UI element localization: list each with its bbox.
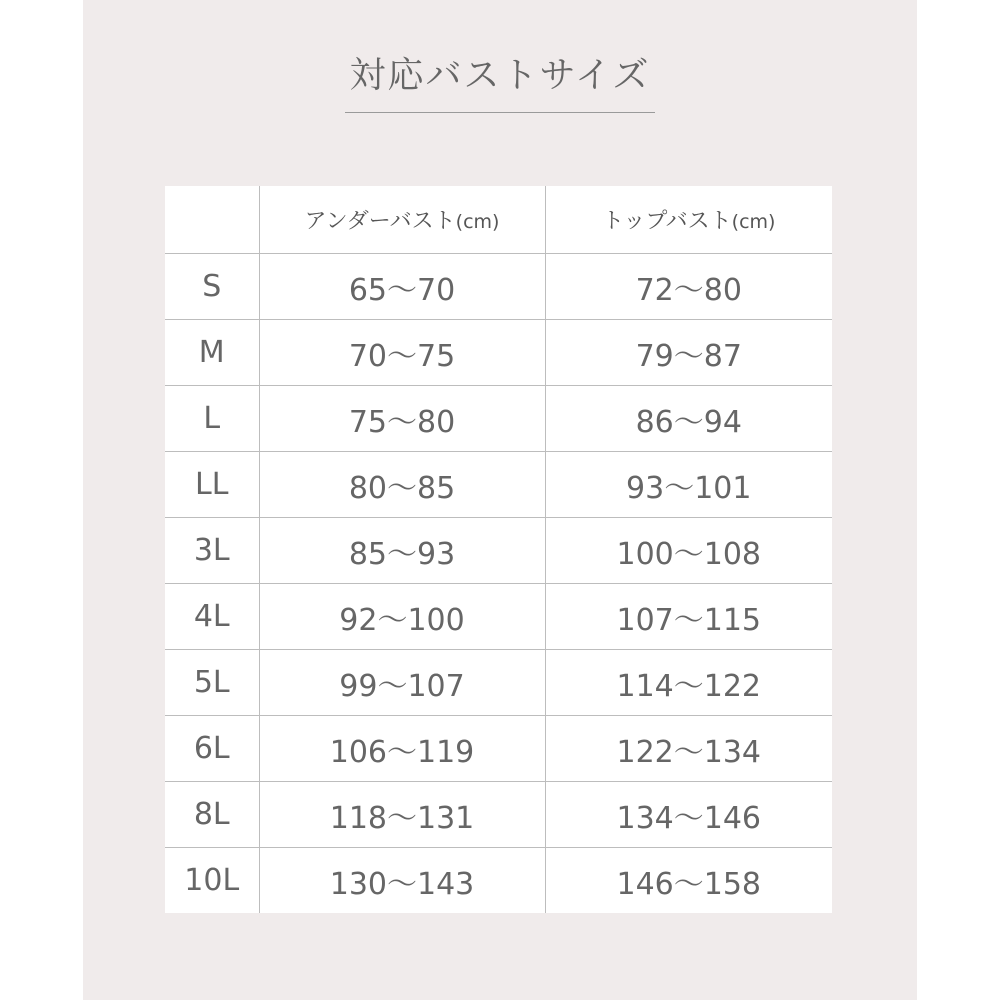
table-row: [165, 650, 832, 716]
top-bust-cell: 86〜94: [545, 386, 832, 452]
table-row: [165, 518, 832, 584]
under-bust-cell: 118〜131: [259, 782, 545, 848]
top-bust-cell: 134〜146: [545, 782, 832, 848]
size-cell: M: [165, 320, 259, 386]
top-bust-cell: 114〜122: [545, 650, 832, 716]
table-row: [165, 254, 832, 320]
table-header-row: [165, 186, 832, 254]
top-bust-cell: 146〜158: [545, 848, 832, 914]
header-top-bust: [545, 186, 832, 254]
top-bust-cell: 79〜87: [545, 320, 832, 386]
table-row: [165, 716, 832, 782]
size-cell: L: [165, 386, 259, 452]
header-under-bust-unit: (cm): [455, 211, 500, 233]
size-cell: 3L: [165, 518, 259, 584]
under-bust-cell: 75〜80: [259, 386, 545, 452]
top-bust-cell: 72〜80: [545, 254, 832, 320]
header-top-bust-label: トップバスト: [602, 209, 732, 234]
header-under-bust-label: アンダーバスト: [304, 209, 456, 234]
header-under-bust: [259, 186, 545, 254]
top-bust-cell: 107〜115: [545, 584, 832, 650]
under-bust-cell: 80〜85: [259, 452, 545, 518]
under-bust-cell: 70〜75: [259, 320, 545, 386]
size-table: [165, 186, 832, 913]
under-bust-cell: 99〜107: [259, 650, 545, 716]
table-row: [165, 848, 832, 914]
header-top-bust-unit: (cm): [731, 211, 776, 233]
under-bust-cell: 65〜70: [259, 254, 545, 320]
size-cell: 10L: [165, 848, 259, 914]
size-cell: 8L: [165, 782, 259, 848]
table-row: [165, 386, 832, 452]
header-size: [165, 186, 259, 254]
size-cell: 5L: [165, 650, 259, 716]
page-title: 対応バストサイズ: [349, 55, 651, 96]
size-cell: 6L: [165, 716, 259, 782]
top-bust-cell: 100〜108: [545, 518, 832, 584]
top-bust-cell: 93〜101: [545, 452, 832, 518]
under-bust-cell: 106〜119: [259, 716, 545, 782]
table-row: [165, 320, 832, 386]
under-bust-cell: 130〜143: [259, 848, 545, 914]
under-bust-cell: 92〜100: [259, 584, 545, 650]
title-underline: [345, 112, 655, 113]
top-bust-cell: 122〜134: [545, 716, 832, 782]
table-row: [165, 584, 832, 650]
background-panel: [83, 0, 917, 1000]
table-row: [165, 452, 832, 518]
size-cell: 4L: [165, 584, 259, 650]
size-cell: S: [165, 254, 259, 320]
under-bust-cell: 85〜93: [259, 518, 545, 584]
size-cell: LL: [165, 452, 259, 518]
table-row: [165, 782, 832, 848]
